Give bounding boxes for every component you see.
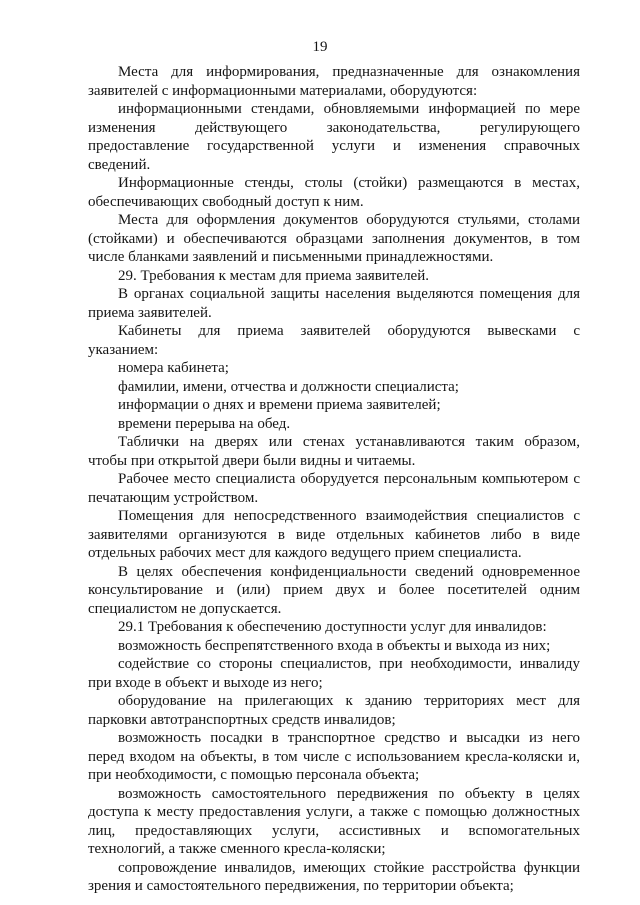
paragraph xyxy=(88,378,580,397)
text-line: приема заявителей. xyxy=(88,304,212,321)
paragraph xyxy=(88,322,580,359)
paragraph xyxy=(88,470,580,507)
paragraph xyxy=(88,415,580,434)
paragraph xyxy=(88,100,580,174)
text-line: возможность посадки в транспортное средство и высадки из него xyxy=(118,730,580,746)
paragraph xyxy=(88,692,580,729)
paragraph xyxy=(88,396,580,415)
text-line: фамилии, имени, отчества и должности специалиста; xyxy=(118,378,459,395)
paragraph xyxy=(88,859,580,896)
text-line: отдельных рабочих мест для каждого ведущего прием специалиста. xyxy=(88,545,522,561)
text-line: 29.1 Требования к обеспечению доступности услуг для инвалидов: xyxy=(118,619,547,635)
text-line: чтобы при открытой двери были видны и читаемы. xyxy=(88,452,416,469)
text-line: печатающим устройством. xyxy=(88,489,259,506)
paragraph xyxy=(88,359,580,378)
text-line: 29. Требования к местам для приема заявителей. xyxy=(118,267,429,284)
text-line: предоставление государственной услуги и изменения справочных xyxy=(88,138,580,154)
text-line: специалистом не допускается. xyxy=(88,600,282,617)
paragraph xyxy=(88,729,580,785)
text-line: числе бланками заявлений и письменными принадлежностями. xyxy=(88,249,494,265)
paragraph xyxy=(88,507,580,563)
text-line: Места для информирования, предназначенные для ознакомления xyxy=(118,64,580,80)
text-line: В органах социальной защиты населения выделяются помещения для xyxy=(118,286,580,302)
text-line: содействие со стороны специалистов, при необходимости, инвалиду xyxy=(118,656,580,672)
paragraph xyxy=(88,433,580,470)
text-line: изменения действующего законодательства, регулирующего xyxy=(88,119,580,136)
text-line: (стойками) и обеспечиваются образцами заполнения документов, в том xyxy=(88,230,580,247)
paragraph xyxy=(88,655,580,692)
text-line: оборудование на прилегающих к зданию территориях мест для xyxy=(118,693,580,709)
text-line: Рабочее место специалиста оборудуется персональным компьютером с xyxy=(118,471,580,487)
text-line: информационными стендами, обновляемыми информацией по мере xyxy=(118,101,580,117)
text-line: перед входом на объекты, в том числе с использованием кресла-коляски и, xyxy=(88,748,580,765)
text-line: времени перерыва на обед. xyxy=(118,415,291,432)
text-line: информации о днях и времени приема заявителей; xyxy=(118,397,441,413)
text-line: В целях обеспечения конфиденциальности сведений одновременное xyxy=(118,563,580,580)
text-line: возможность самостоятельного передвижения по объекту в целях xyxy=(118,785,580,802)
text-line: при необходимости, с помощью персонала объекта; xyxy=(88,767,420,783)
paragraph xyxy=(88,618,580,637)
document-body xyxy=(88,63,580,896)
text-line: Помещения для непосредственного взаимодействия специалистов с xyxy=(118,508,580,524)
text-line: Места для оформления документов оборудуются стульями, столами xyxy=(118,212,580,228)
text-line: при входе в объект и выходе из него; xyxy=(88,674,323,691)
text-line: указанием: xyxy=(88,341,159,358)
text-line: парковки автотранспортных средств инвалидов; xyxy=(88,711,396,728)
text-line: номера кабинета; xyxy=(118,360,229,376)
text-line: лиц, предоставляющих услуги, ассистивных и вспомогательных xyxy=(88,822,580,839)
text-line: возможность беспрепятственного входа в объекты и выхода из них; xyxy=(118,637,551,654)
text-line: заявителями организуются в виде отдельных кабинетов либо в виде xyxy=(88,526,580,543)
text-line: сведений. xyxy=(88,156,151,173)
paragraph xyxy=(88,211,580,267)
page-number: 19 xyxy=(312,39,328,55)
paragraph xyxy=(88,63,580,100)
paragraph xyxy=(88,563,580,619)
paragraph xyxy=(88,267,580,286)
text-line: зрения и самостоятельного передвижения, по территории объекта; xyxy=(88,878,514,894)
text-line: сопровождение инвалидов, имеющих стойкие расстройства функции xyxy=(118,859,580,876)
text-line: заявителей с информационными материалами, оборудуются: xyxy=(88,82,478,99)
paragraph xyxy=(88,285,580,322)
text-line: технологий, а также сменного кресла-коляски; xyxy=(88,841,386,857)
text-line: доступа к месту предоставления услуги, а также с помощью должностных xyxy=(88,804,580,820)
paragraph xyxy=(88,785,580,859)
text-line: Кабинеты для приема заявителей оборудуются вывесками с xyxy=(118,323,580,339)
text-line: Информационные стенды, столы (стойки) размещаются в местах, xyxy=(118,175,580,191)
text-line: обеспечивающих свободный доступ к ним. xyxy=(88,193,364,210)
text-line: Таблички на дверях или стенах устанавливаются таким образом, xyxy=(118,434,580,450)
text-line: консультирование и (или) прием двух и более посетителей одним xyxy=(88,582,580,598)
paragraph xyxy=(88,174,580,211)
paragraph xyxy=(88,637,580,656)
